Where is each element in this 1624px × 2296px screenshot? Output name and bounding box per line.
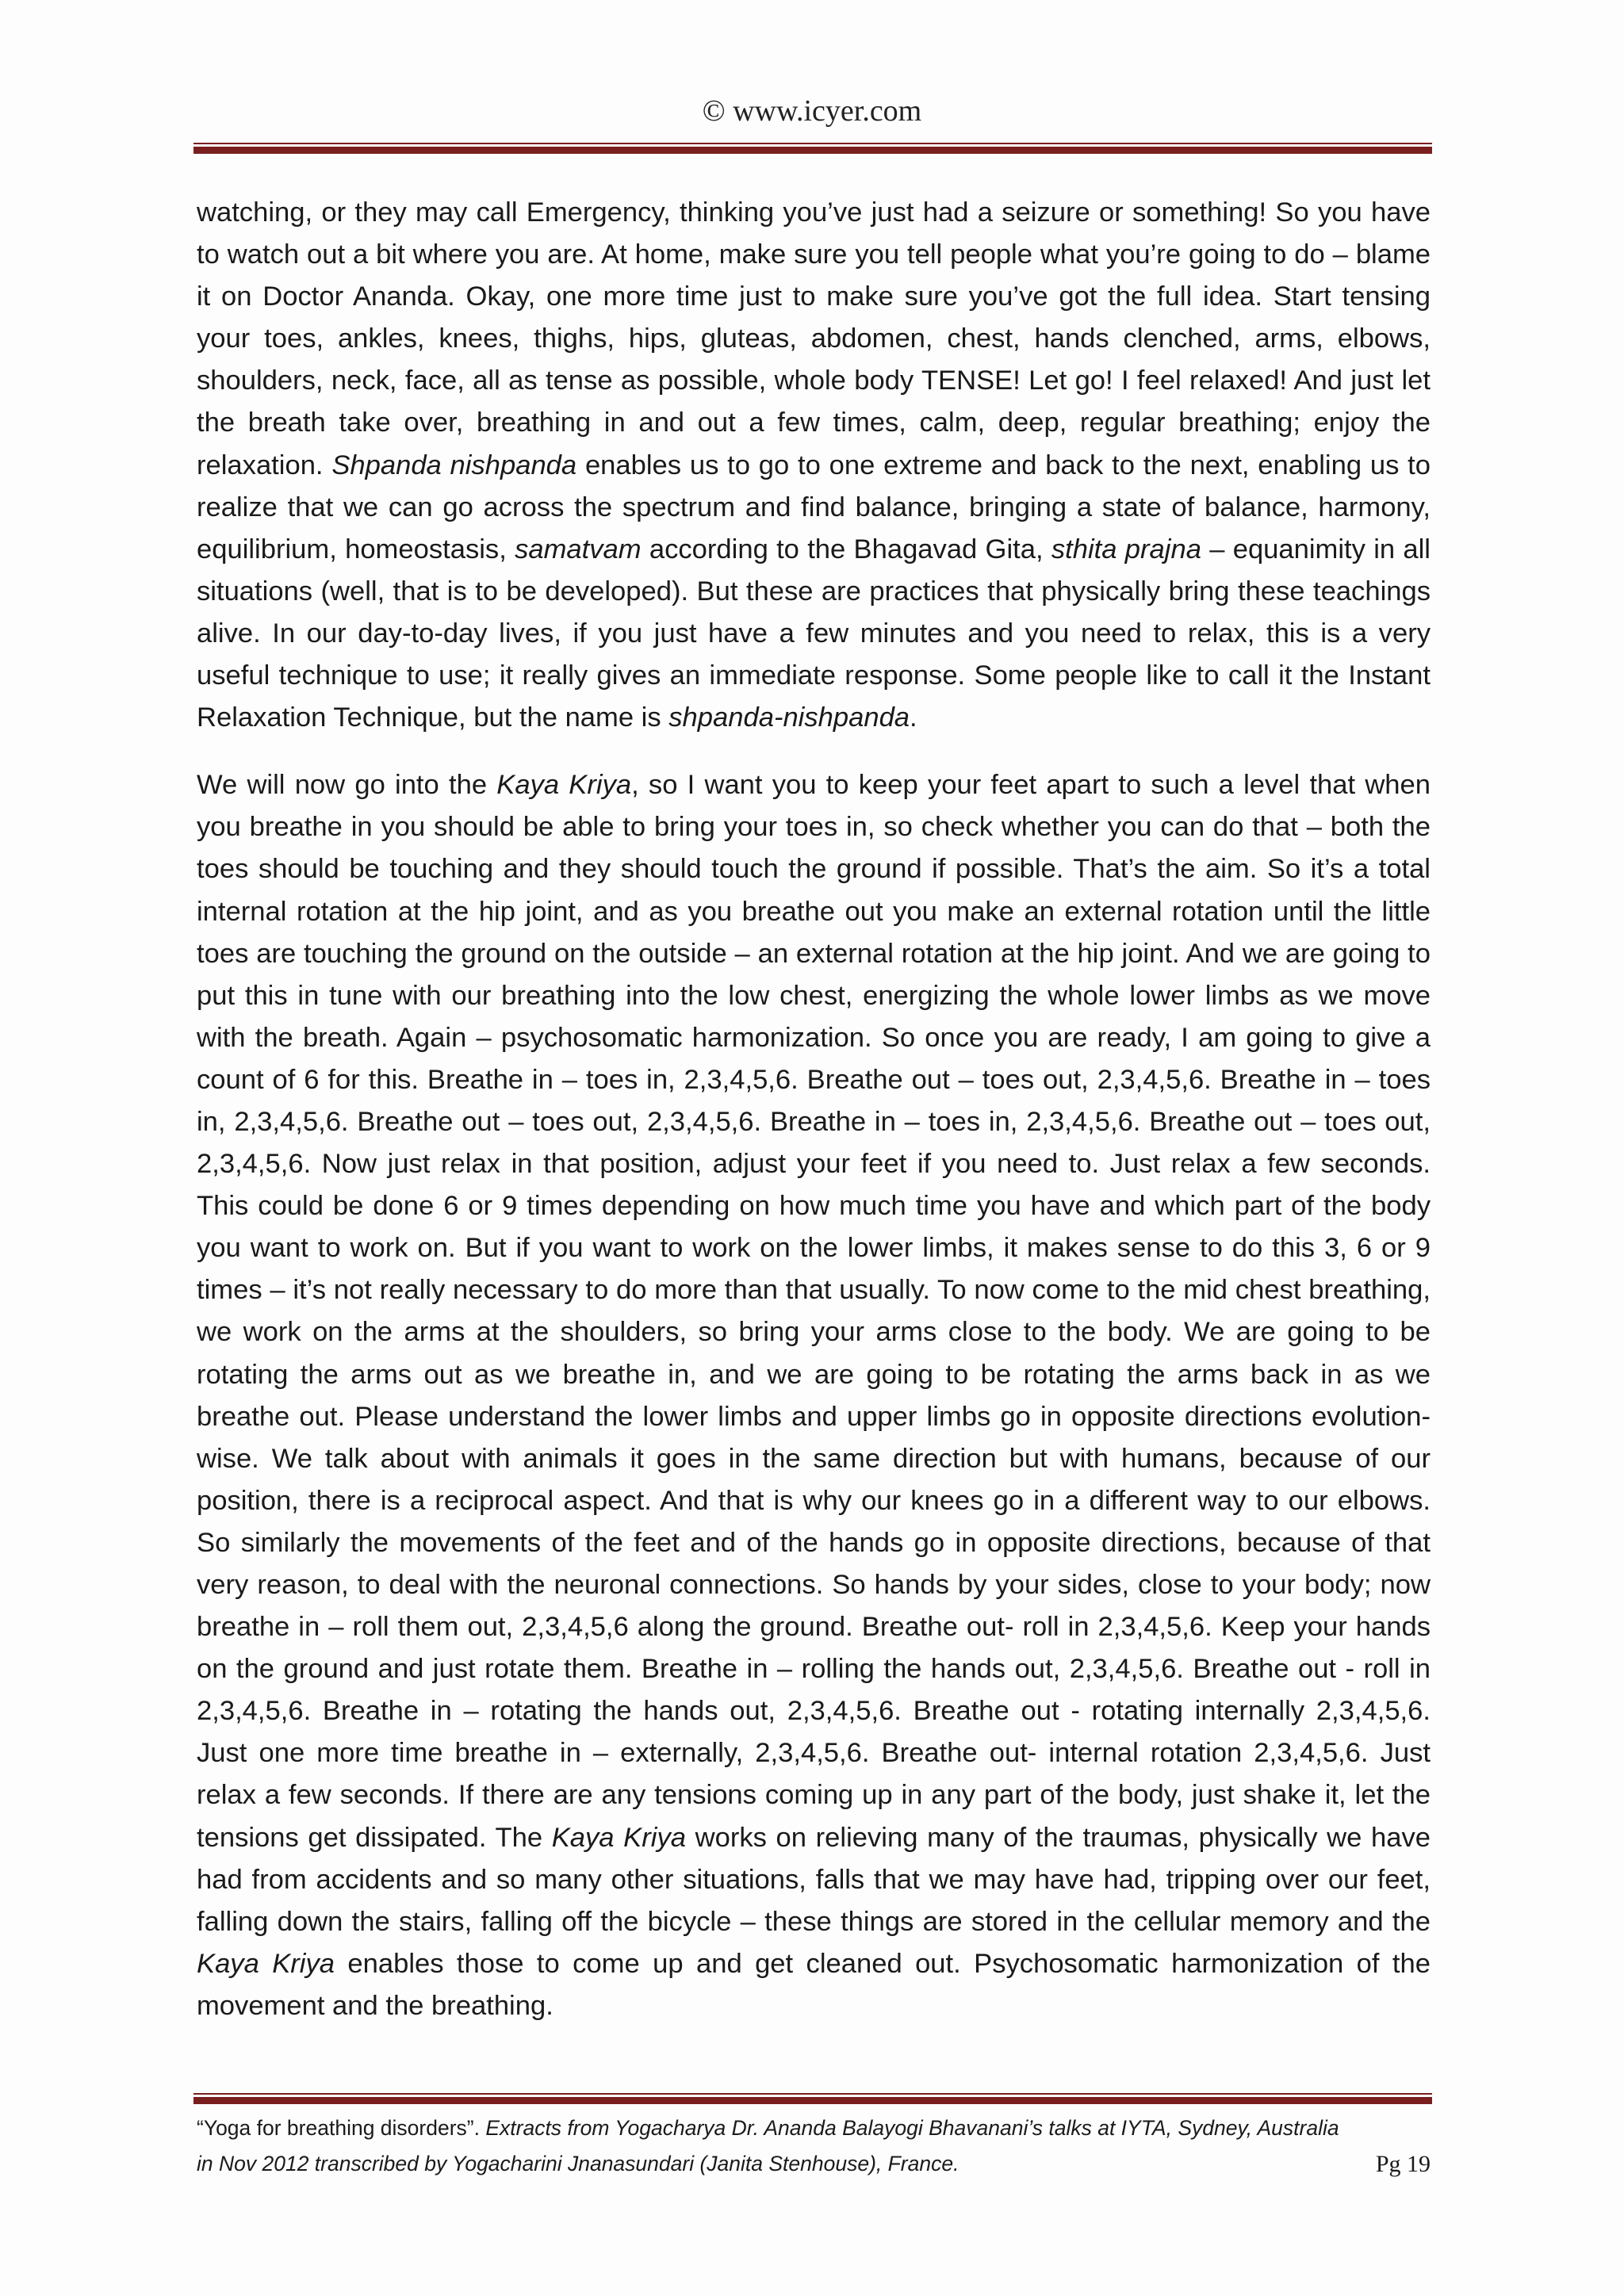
text-run: . bbox=[910, 702, 917, 733]
footer-line-1 bbox=[197, 2110, 1431, 2146]
footer-title: “Yoga for breathing disorders”. bbox=[197, 2116, 486, 2140]
footer-rule bbox=[193, 2093, 1432, 2104]
text-run: works on relieving many of the traumas, physically we have had from accidents and so many other situations, falls that we may have had, tripping over our feet, falling down the stairs, falling off the bicycle – these things are stored in the cellular memory and the bbox=[197, 1822, 1431, 1937]
italic-term: shpanda-nishpanda bbox=[668, 702, 910, 733]
body-text bbox=[197, 192, 1431, 2027]
page-number: Pg 19 bbox=[1375, 2151, 1431, 2177]
text-run: according to the Bhagavad Gita, bbox=[641, 534, 1051, 564]
footer-line-2 bbox=[197, 2146, 1431, 2182]
text-run: enables those to come up and get cleaned out. Psychosomatic harmonization of the movement and the breathing. bbox=[197, 1948, 1431, 2021]
footer-rule-thick bbox=[193, 2097, 1432, 2104]
italic-term: Shpanda nishpanda bbox=[331, 450, 577, 480]
header-rule bbox=[193, 143, 1432, 154]
italic-term: samatvam bbox=[515, 534, 642, 564]
page-footer bbox=[197, 2110, 1431, 2182]
footer-credit: in Nov 2012 transcribed by Yogacharini Jnanasundari (Janita Stenhouse), France. bbox=[197, 2152, 959, 2175]
text-run: We will now go into the bbox=[197, 770, 497, 801]
italic-term: Kaya Kriya bbox=[197, 1948, 335, 1979]
header-rule-thin bbox=[193, 143, 1432, 144]
paragraph-2 bbox=[197, 764, 1431, 2027]
text-run: , so I want you to keep your feet apart to such a level that when you breathe in you should be able to bring your toes in, so check whether you can do that – both the toes should be touching and they should touch the ground if possible. That’s the aim. So it’s a total internal rotation at the hip joint, and as you breathe out you make an external rotation until the little toes are touching the ground on the outside – an external rotation at the hip joint. And we are going to put this in tune with our breathing into the low chest, energizing the whole lower limbs as we move with the breath. Again – psychosomatic harmonization. So once you are ready, I am going to give a count of 6 for this. Breathe in – toes in, 2,3,4,5,6. Breathe out – toes out, 2,3,4,5,6. Breathe in – toes in, 2,3,4,5,6. Breathe out – toes out, 2,3,4,5,6. Breathe in – toes in, 2,3,4,5,6. Breathe out – toes out, 2,3,4,5,6. Now just relax in that position, adjust your feet if you need to. Just relax a few seconds. This could be done 6 or 9 times depending on how much time you have and which part of the body you want to work on. But if you want to work on the lower limbs, it makes sense to do this 3, 6 or 9 times – it’s not really necessary to do more than that usually. To now come to the mid chest breathing, we work on the arms at the shoulders, so bring your arms close to the body. We are going to be rotating the arms out as we breathe in, and we are going to be rotating the arms back in as we breathe out. Please understand the lower limbs and upper limbs go in opposite directions evolution-wise. We talk about with animals it goes in the same direction but with humans, because of our position, there is a reciprocal aspect. And that is why our knees go in a different way to our elbows. So similarly the movements of the feet and of the hands go in opposite directions, because of that very reason, to deal with the neuronal connections. So hands by your sides, close to your body; now breathe in – roll them out, 2,3,4,5,6 along the ground. Breathe out- roll in 2,3,4,5,6. Keep your hands on the ground and just rotate them. Breathe in – rolling the hands out, 2,3,4,5,6. Breathe out - roll in 2,3,4,5,6. Breathe in – rotating the hands out, 2,3,4,5,6. Breathe out - rotating internally 2,3,4,5,6. Just one more time breathe in – externally, 2,3,4,5,6. Breathe out- internal rotation 2,3,4,5,6. Just relax a few seconds. If there are any tensions coming up in any part of the body, just shake it, let the tensions get dissipated. The bbox=[197, 770, 1431, 1853]
header-rule-thick bbox=[193, 147, 1432, 154]
italic-term: Kaya Kriya bbox=[551, 1822, 686, 1853]
text-run: enables us to go to one extreme and back to the next, enabling us to realize that we can go across the spectrum and find balance, bringing a state of balance, harmony, equilibrium, homeostasis, bbox=[197, 450, 1431, 564]
italic-term: sthita prajna bbox=[1051, 534, 1201, 564]
footer-rule-thin bbox=[193, 2093, 1432, 2095]
page-header: © www.icyer.com bbox=[702, 94, 922, 128]
text-run: – equanimity in all situations (well, that is to be developed). But these are practices that physically bring these teachings alive. In our day-to-day lives, if you just have a few minutes and you need to relax, this is a very useful technique to use; it really gives an immediate response. Some people like to call it the Instant Relaxation Technique, but the name is bbox=[197, 534, 1431, 733]
italic-term: Kaya Kriya bbox=[496, 770, 632, 801]
text-run: watching, or they may call Emergency, thinking you’ve just had a seizure or something! So you have to watch out a bit where you are. At home, make sure you tell people what you’re going to do – blame it on Doctor Ananda. Okay, one more time just to make sure you’ve got the full idea. Start tensing your toes, ankles, knees, thighs, hips, gluteas, abdomen, chest, hands clenched, arms, elbows, shoulders, neck, face, all as tense as possible, whole body TENSE! Let go! I feel relaxed! And just let the breath take over, breathing in and out a few times, calm, deep, regular breathing; enjoy the relaxation. bbox=[197, 197, 1431, 480]
footer-extract: Extracts from Yogacharya Dr. Ananda Balayogi Bhavanani’s talks at IYTA, Sydney, Australia bbox=[485, 2116, 1339, 2140]
paragraph-1 bbox=[197, 192, 1431, 739]
